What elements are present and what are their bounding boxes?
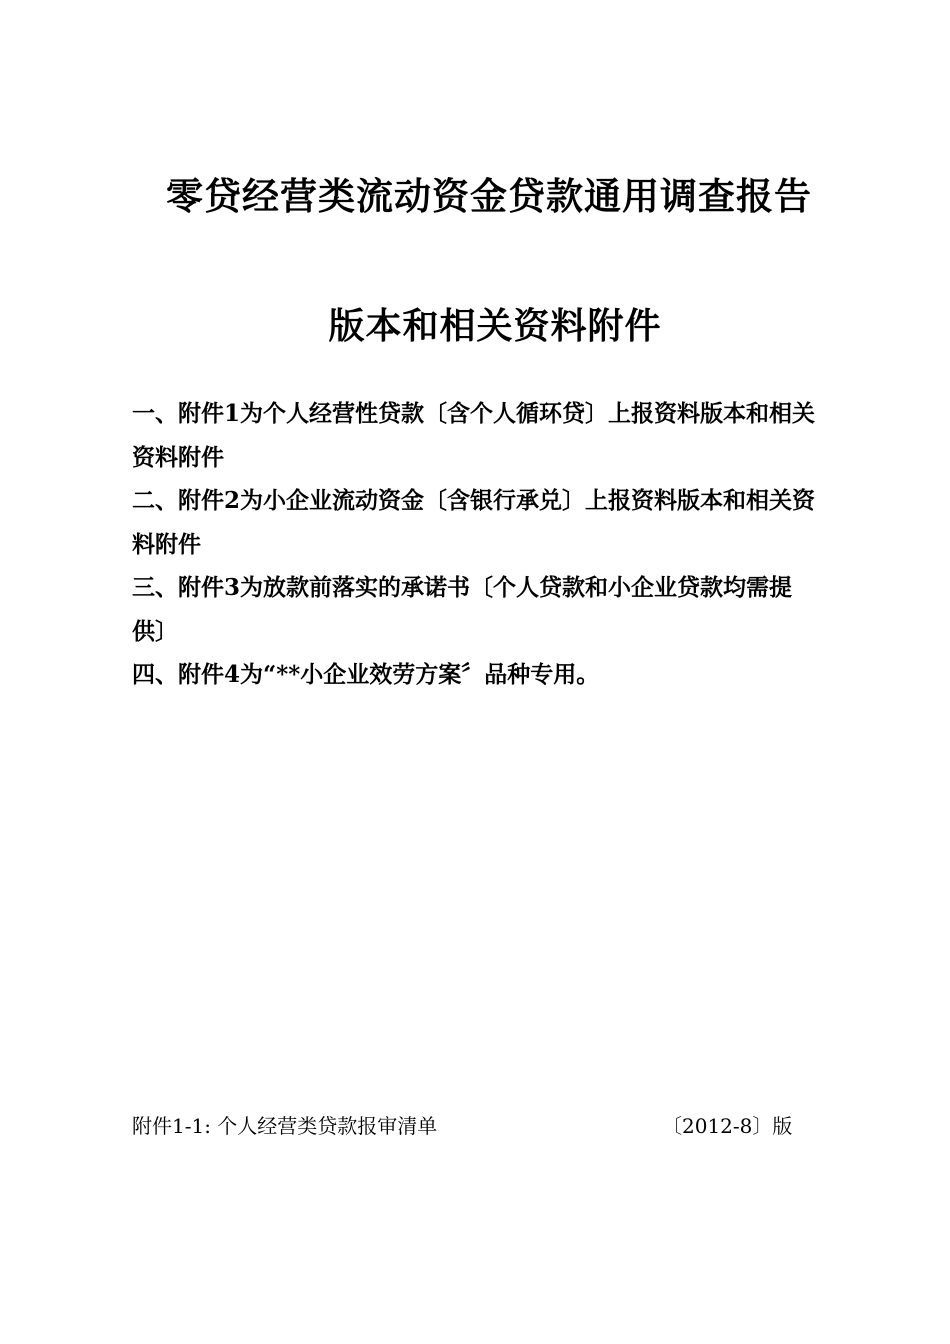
version-label: 〔2012-8〕版 xyxy=(662,1114,793,1138)
attachment-footer xyxy=(132,1108,812,1144)
attachment-caption: 附件1-1: 个人经营类贷款报审清单 xyxy=(132,1114,438,1138)
document-title: 零贷经营类流动资金贷款通用调查报告 xyxy=(166,174,812,218)
attachment-list xyxy=(132,392,822,697)
document-subtitle: 版本和相关资料附件 xyxy=(328,305,662,347)
list-item: 一、附件1为个人经营性贷款〔含个人循环贷〕上报资料版本和相关资料附件 xyxy=(132,400,816,471)
list-item: 三、附件3为放款前落实的承诺书〔个人贷款和小企业贷款均需提供〕 xyxy=(132,574,793,645)
list-item: 二、附件2为小企业流动资金〔含银行承兑〕上报资料版本和相关资料附件 xyxy=(132,487,816,558)
list-item: 四、附件4为“**小企业效劳方案〞品种专用。 xyxy=(132,661,600,688)
